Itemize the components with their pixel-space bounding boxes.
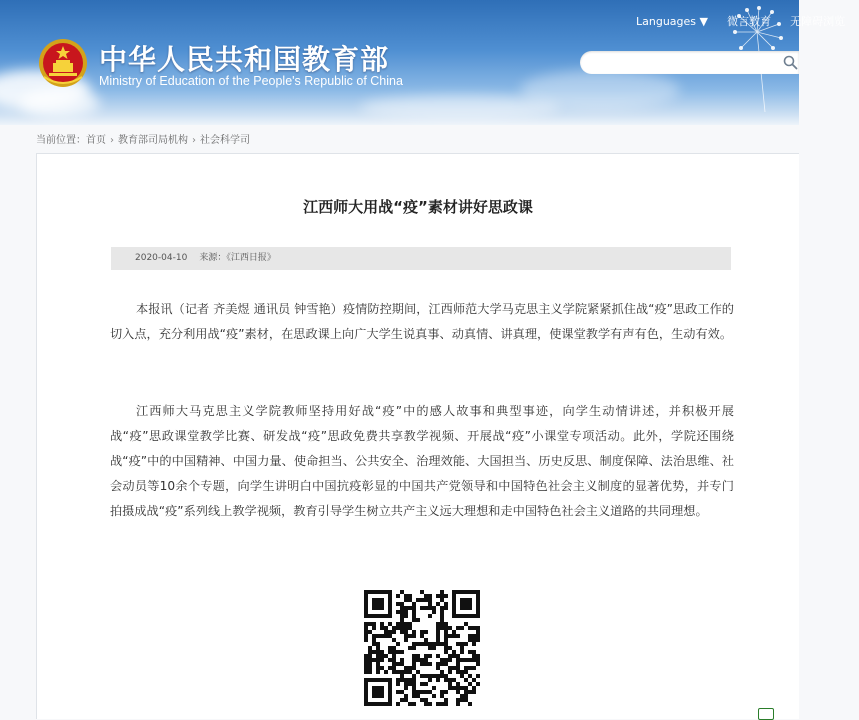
chevron-right-icon: › [110, 135, 114, 146]
breadcrumb-label: 当前位置： [36, 135, 86, 146]
article-source: 来源：《江西日报》 [199, 253, 276, 263]
search-icon[interactable] [783, 55, 798, 70]
breadcrumb-section[interactable]: 社会科学司 [200, 135, 250, 146]
article-meta [111, 247, 731, 270]
breadcrumb [36, 131, 250, 146]
status-icon [758, 708, 774, 720]
article-paragraph: 江西师大马克思主义学院教师坚持用好战“疫”中的感人故事和典型事迹，向学生动情讲述，并积极开展战“疫”思政课堂教学比赛、研发战“疫”思政免费共享教学视频、开展战“疫”小课堂专项活动。此外，学院还围绕战“疫”中的中国精神、中国力量、使命担当、公共安全、治理效能、大国担当、历史反思、制度保障、法治思维、社会动员等10余个专题，向学生讲明白中国抗疫彰显的中国共产党领导和中国特色社会主义制度的显著优势，并专门拍摄成战“疫”系列线上教学视频，教育引导学生树立共产主义远大理想和走中国特色社会主义道路的共同理想。 [110, 404, 734, 518]
article-panel [36, 153, 799, 719]
qr-code-icon [364, 590, 480, 706]
site-title[interactable]: 中华人民共和国教育部 [99, 43, 390, 76]
search-box [580, 51, 799, 74]
cloud-decoration [520, 70, 680, 110]
chevron-right-icon: › [192, 135, 196, 146]
top-links [636, 10, 859, 29]
article-date: 2020-04-10 [135, 253, 188, 263]
site-subtitle: Ministry of Education of the People's Republic of China [99, 74, 403, 88]
breadcrumb-home[interactable]: 首页 [86, 135, 106, 146]
cloud-decoration [20, 88, 100, 118]
accessibility-link[interactable]: 无障碍浏览 [790, 15, 846, 28]
search-input[interactable] [592, 51, 781, 74]
breadcrumb-department[interactable]: 教育部司局机构 [118, 135, 188, 146]
national-emblem-icon [38, 37, 88, 89]
article-title: 江西师大用战“疫”素材讲好思政课 [303, 198, 533, 216]
languages-link[interactable]: Languages ▼ [636, 15, 708, 28]
weiyan-link[interactable]: 微言教育 [727, 15, 772, 28]
site-header [0, 0, 846, 125]
article-paragraph: 本报讯（记者 齐美煜 通讯员 钟雪艳）疫情防控期间，江西师范大学马克思主义学院紧紧抓住战“疫”思政工作的切入点，充分利用战“疫”素材，在思政课上向广大学生说真事、动真情、讲真理，使课堂教学有声有色，生动有效。 [110, 302, 734, 341]
